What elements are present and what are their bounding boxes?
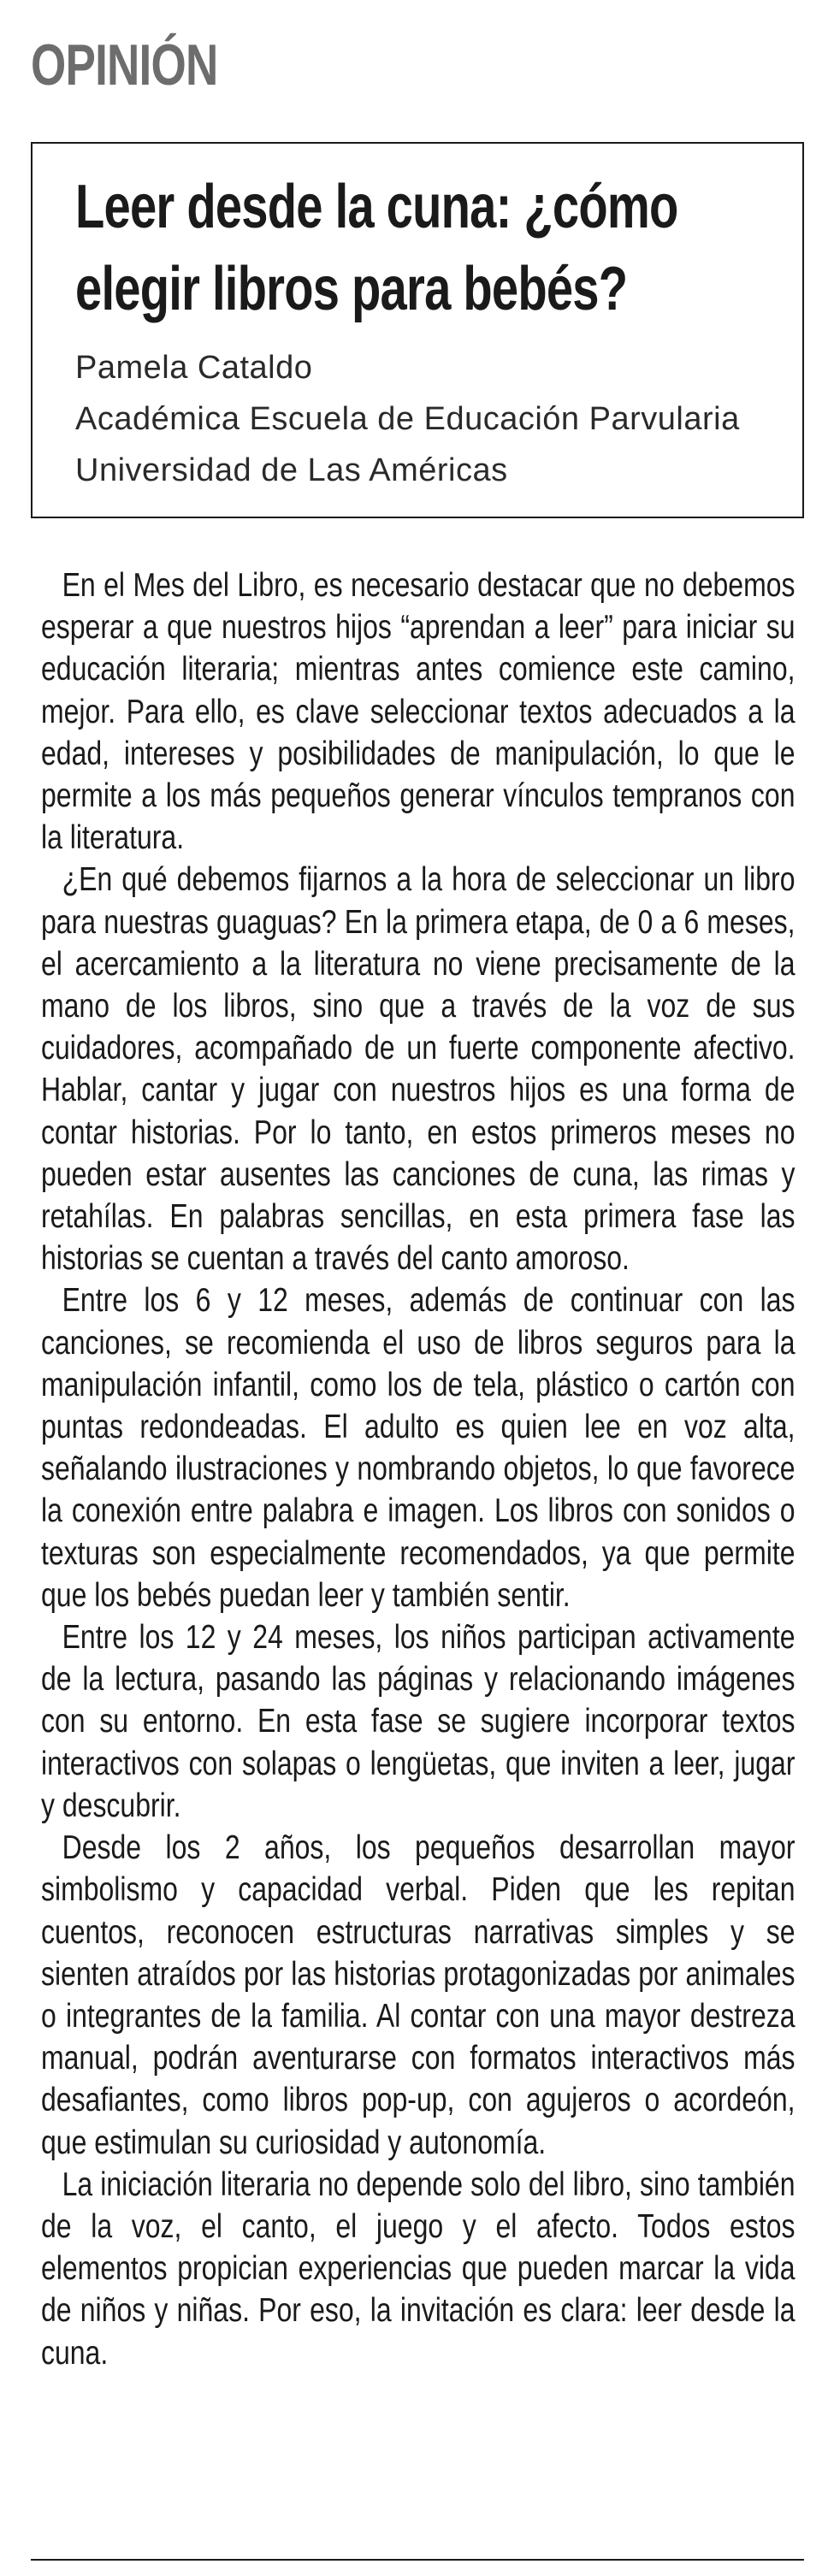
body-paragraph: Entre los 6 y 12 meses, además de continuar con las canciones, se recomienda el uso de libros seguros para la manipulación infantil, como los de tela, plástico o cartón con puntas redondeadas. El adulto es quien lee en voz alta, señalando ilustraciones y nombrando objetos, lo que favorece la conexión entre palabra e imagen. Los libros con sonidos o texturas son especialmente recomendados, ya que permite que los bebés puedan leer y también sentir. bbox=[41, 1282, 795, 1614]
headline-box bbox=[31, 142, 804, 518]
body-paragraph: La iniciación literaria no depende solo del libro, sino también de la voz, el canto, el juego y el afecto. Todos estos elementos propician experiencias que pueden marcar la vida de niños y niñas. Por eso, la invitación es clara: leer desde la cuna. bbox=[41, 2165, 795, 2372]
body-paragraph: En el Mes del Libro, es necesario destacar que no debemos esperar a que nuestros hijos “aprendan a leer” para iniciar su educación literaria; mientras antes comience este camino, mejor. Para ello, es clave seleccionar textos adecuados a la edad, intereses y posibilidades de manipulación, lo que le permite a los más pequeños generar vínculos tempranos con la literatura. bbox=[41, 567, 795, 857]
author-role: Académica Escuela de Educación Parvularia bbox=[75, 401, 740, 437]
article-headline: Leer desde la cuna: ¿cómo elegir libros para bebés? bbox=[75, 173, 678, 323]
article-body bbox=[41, 564, 795, 2374]
section-label: OPINIÓN bbox=[31, 32, 218, 97]
bottom-divider bbox=[31, 2559, 804, 2561]
author-institution: Universidad de Las Américas bbox=[75, 452, 508, 488]
body-paragraph: Entre los 12 y 24 meses, los niños participan activamente de la lectura, pasando las páginas y relacionando imágenes con su entorno. En esta fase se sugiere incorporar textos interactivos con solapas o lengüetas, que inviten a leer, jugar y descubrir. bbox=[41, 1619, 795, 1824]
author-byline bbox=[75, 342, 740, 496]
body-paragraph: Desde los 2 años, los pequeños desarrollan mayor simbolismo y capacidad verbal. Piden que les repitan cuentos, reconocen estructuras narrativas simples y se sienten atraídos por las historias protagonizadas por animales o integrantes de la familia. Al contar con una mayor destreza manual, podrán aventurarse con formatos interactivos más desafiantes, como libros pop-up, con agujeros o acordeón, que estimulan su curiosidad y autonomía. bbox=[41, 1829, 795, 2161]
body-paragraph: ¿En qué debemos fijarnos a la hora de seleccionar un libro para nuestras guaguas? En la primera etapa, de 0 a 6 meses, el acercamiento a la literatura no viene precisamente de la mano de los libros, sino que a través de la voz de sus cuidadores, acompañado de un fuerte componente afectivo. Hablar, cantar y jugar con nuestros hijos es una forma de contar historias. Por lo tanto, en estos primeros meses no pueden estar ausentes las canciones de cuna, las rimas y retahílas. En palabras sencillas, en esta primera fase las historias se cuentan a través del canto amoroso. bbox=[41, 861, 795, 1278]
author-name: Pamela Cataldo bbox=[75, 350, 313, 386]
